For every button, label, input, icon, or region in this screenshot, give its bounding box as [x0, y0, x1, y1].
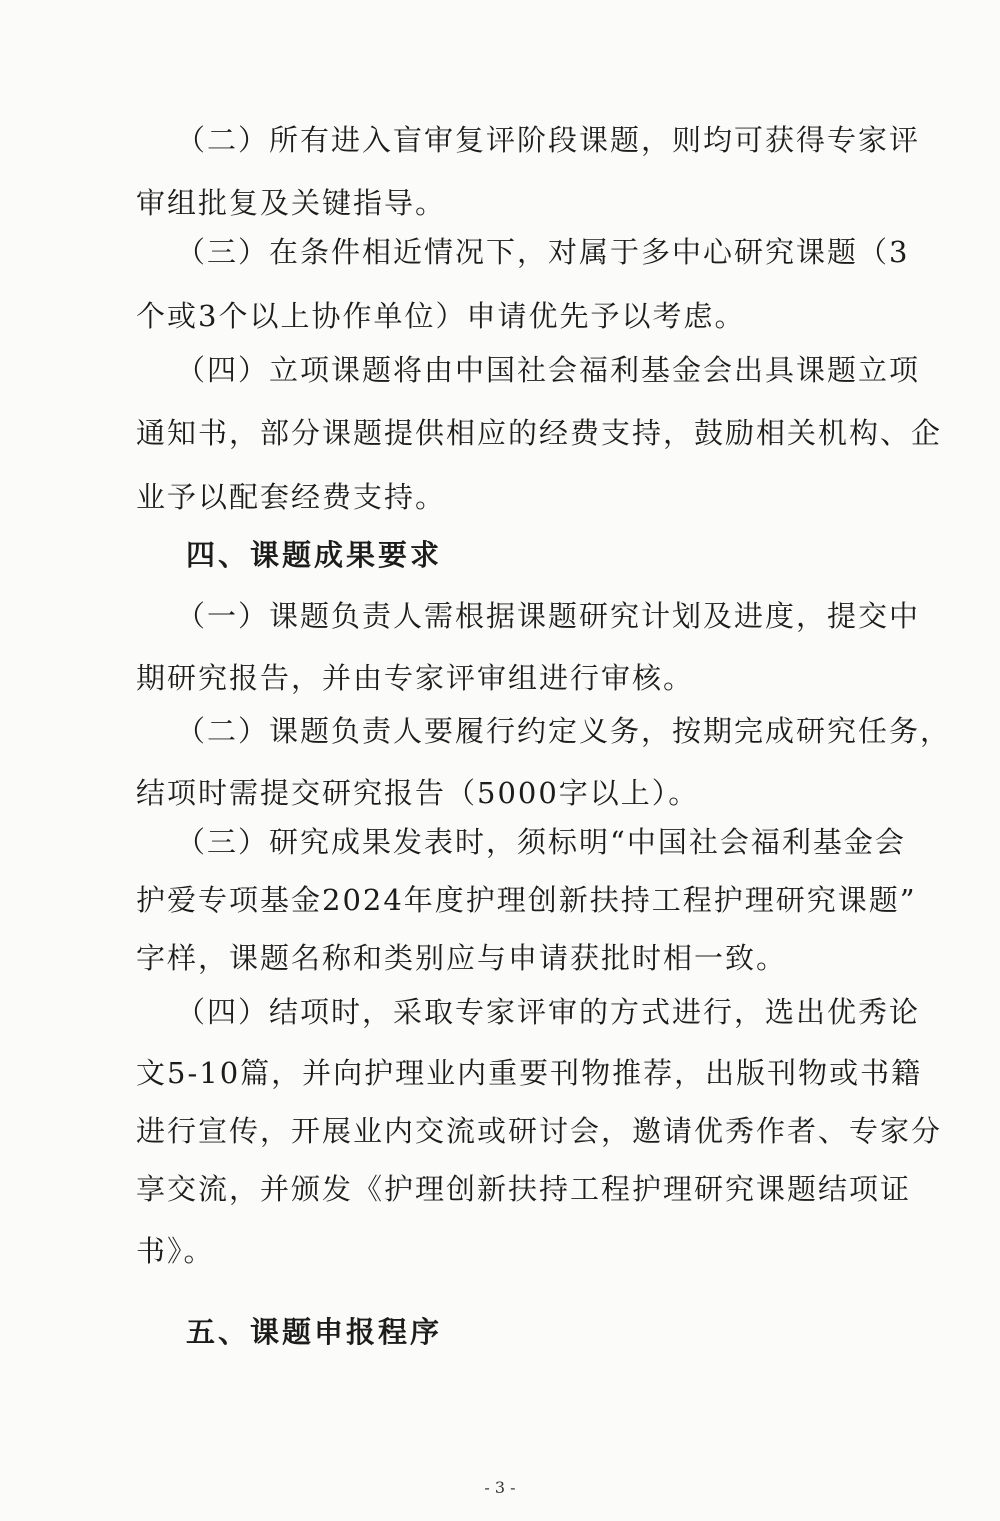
paragraph-line: 通知书，部分课题提供相应的经费支持，鼓励相关机构、企 — [136, 416, 943, 450]
paragraph-line: （四）立项课题将由中国社会福利基金会出具课题立项 — [176, 353, 921, 387]
paragraph-line: 进行宣传，开展业内交流或研讨会，邀请优秀作者、专家分 — [136, 1114, 943, 1148]
section-heading: 四、课题成果要求 — [186, 538, 443, 572]
paragraph-line: 享交流，并颁发《护理创新扶持工程护理研究课题结项证 — [136, 1172, 912, 1206]
paragraph-line: 文5-10篇，并向护理业内重要刊物推荐，出版刊物或书籍 — [136, 1056, 923, 1090]
paragraph-line: 结项时需提交研究报告（5000字以上）。 — [136, 776, 700, 810]
section-heading: 五、课题申报程序 — [186, 1315, 443, 1349]
paragraph-line: 个或3个以上协作单位）申请优先予以考虑。 — [136, 299, 746, 333]
paragraph-line: 字样，课题名称和类别应与申请获批时相一致。 — [136, 941, 788, 975]
paragraph-line: 书》。 — [136, 1234, 215, 1268]
paragraph-line: 业予以配套经费支持。 — [136, 480, 447, 514]
paragraph-line: 期研究报告，并由专家评审组进行审核。 — [136, 661, 695, 695]
paragraph-line: 审组批复及关键指导。 — [136, 186, 447, 220]
paragraph-line: 护爱专项基金2024年度护理创新扶持工程护理研究课题” — [136, 883, 917, 917]
paragraph-line: （四）结项时，采取专家评审的方式进行，选出优秀论 — [176, 995, 921, 1029]
paragraph-line: （二）所有进入盲审复评阶段课题，则均可获得专家评 — [176, 123, 921, 157]
page-number: - 3 - — [484, 1478, 516, 1497]
paragraph-line: （三）研究成果发表时，须标明“中国社会福利基金会 — [176, 825, 906, 859]
paragraph-line: （二）课题负责人要履行约定义务，按期完成研究任务， — [176, 714, 952, 748]
paragraph-line: （三）在条件相近情况下，对属于多中心研究课题（3 — [176, 235, 910, 269]
paragraph-line: （一）课题负责人需根据课题研究计划及进度，提交中 — [176, 599, 921, 633]
